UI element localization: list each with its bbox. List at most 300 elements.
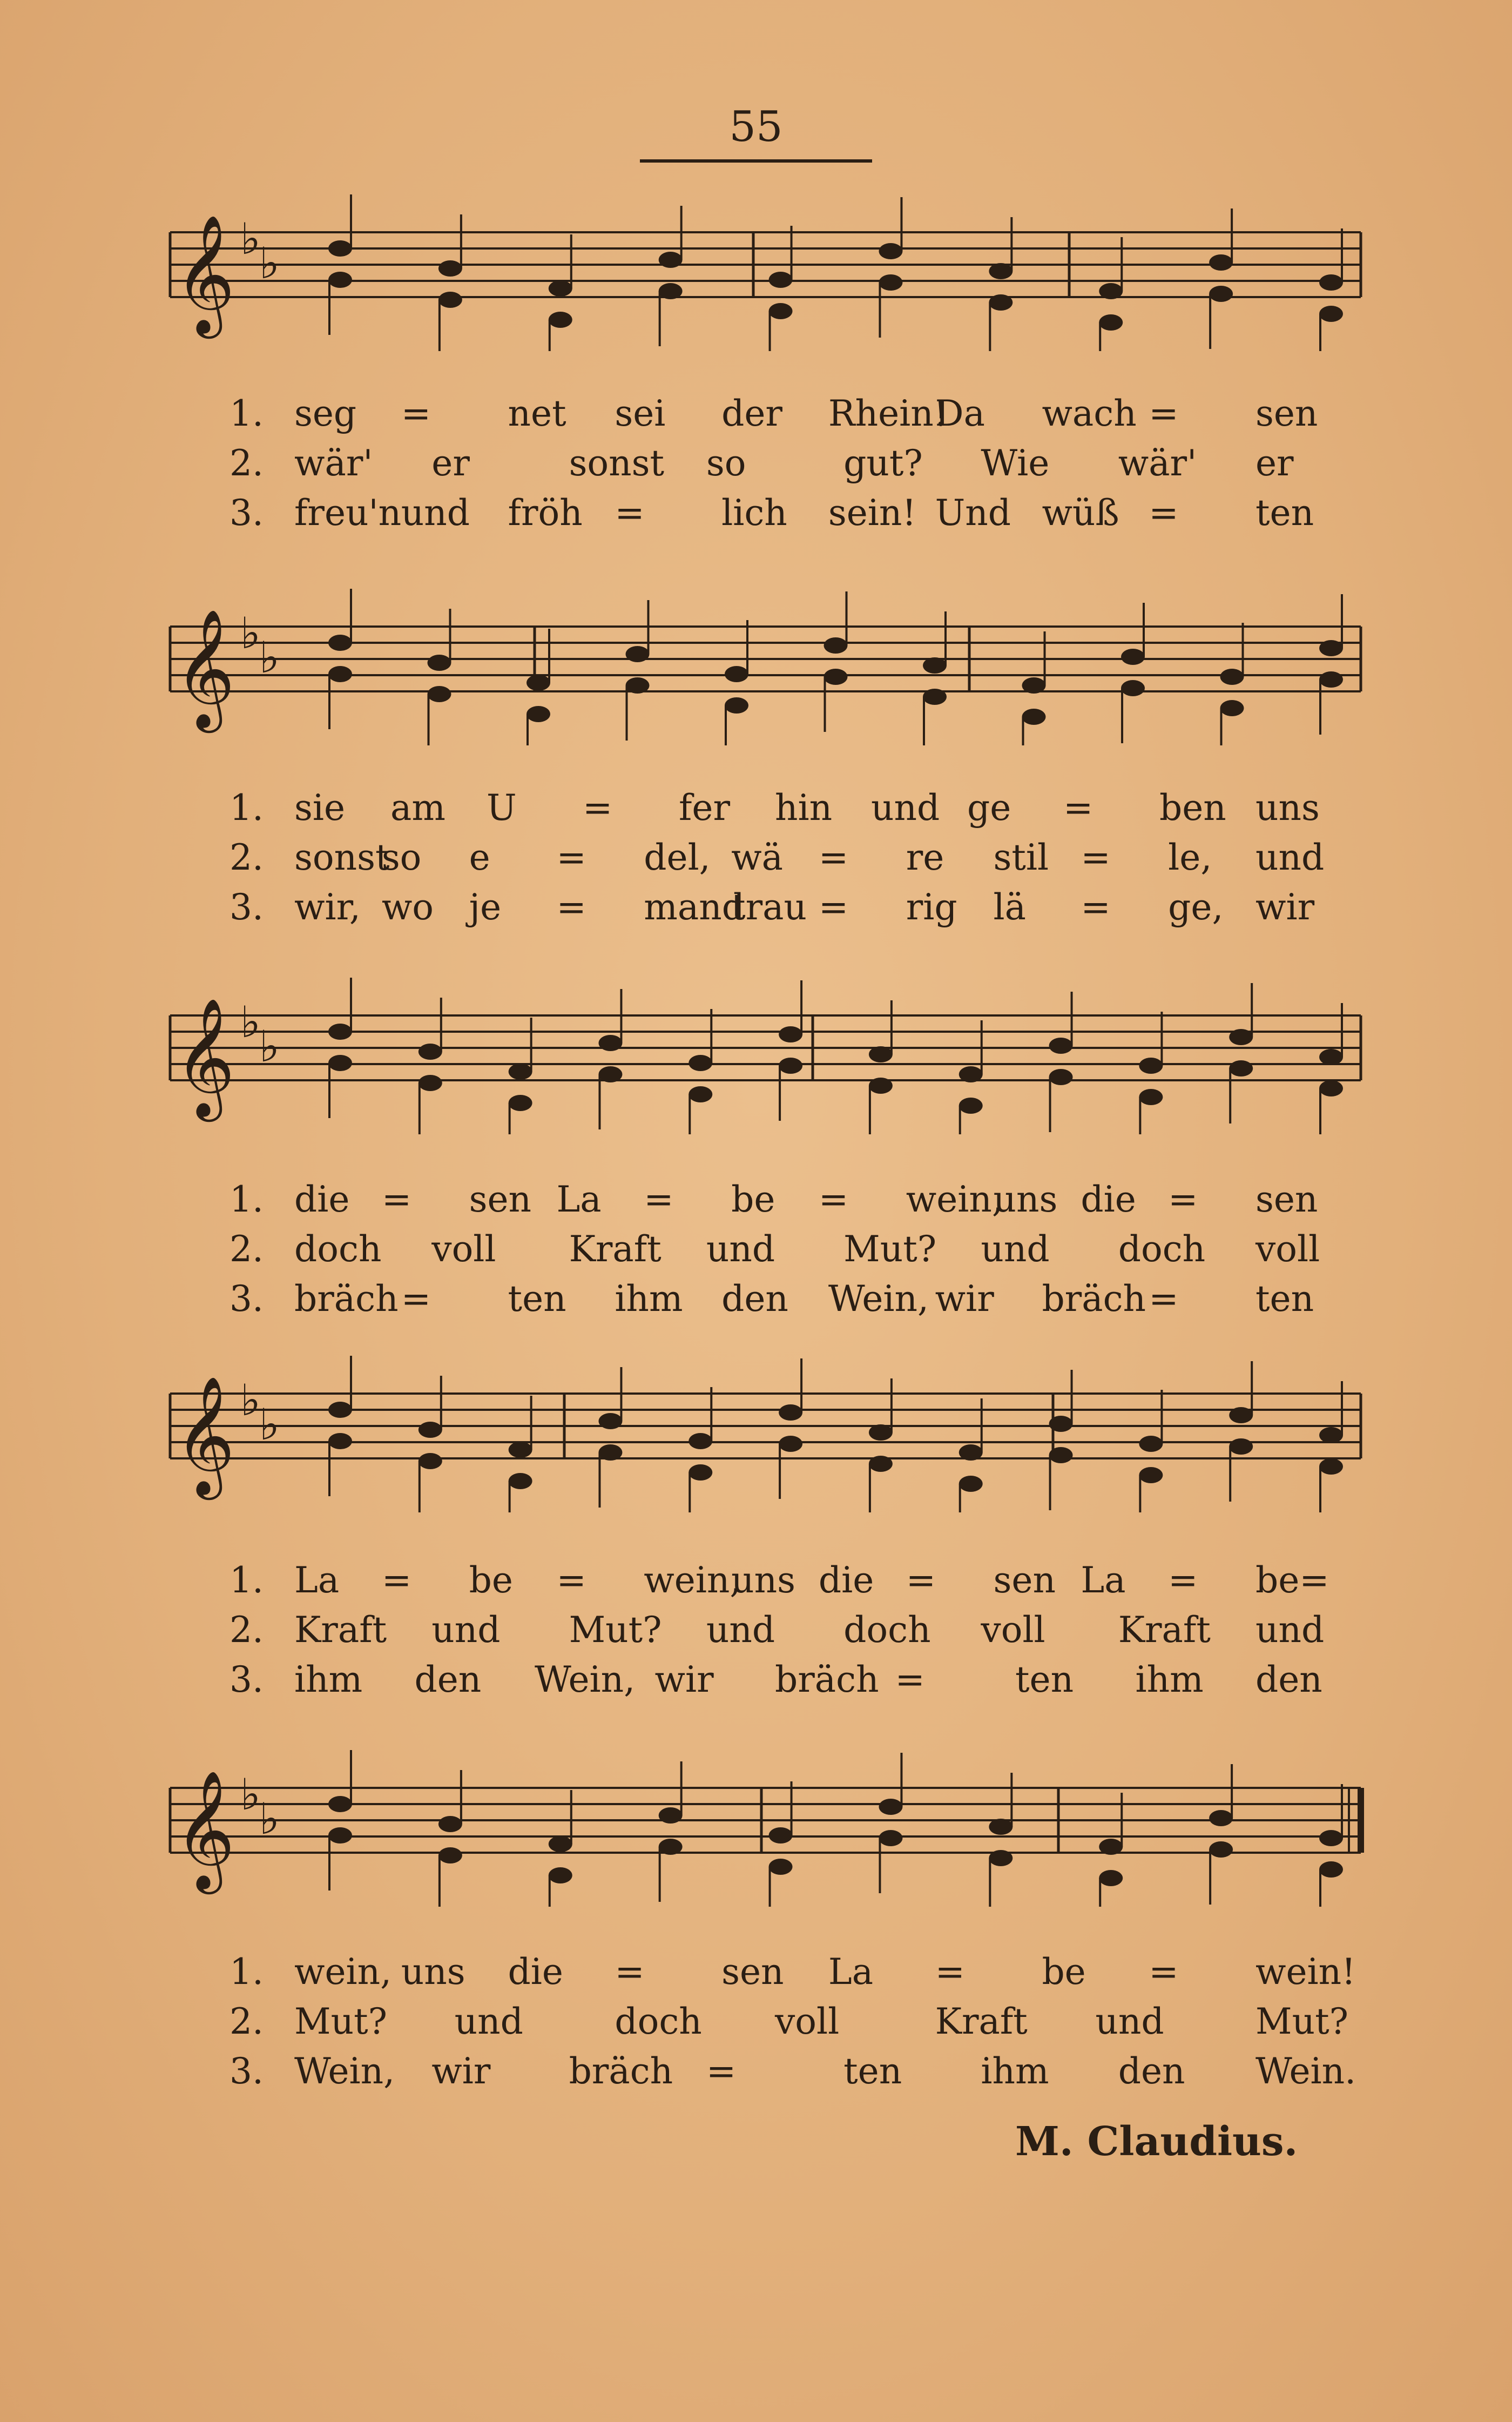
note-head (626, 646, 650, 662)
note-head (725, 666, 748, 682)
music-system (0, 972, 1512, 1320)
lyric-syllable: so (706, 442, 746, 484)
note-head (779, 1404, 802, 1421)
lyric-syllable: den (1256, 1659, 1322, 1700)
lyric-syllable: wein, (294, 1951, 392, 1993)
note-head (779, 1436, 802, 1452)
lyric-syllable: sonst (569, 442, 665, 484)
lyric-syllable: wein, (906, 1179, 1003, 1220)
verse-number: 1. (230, 1179, 264, 1220)
note-head (688, 1055, 712, 1071)
lyric-syllable: = (381, 1559, 412, 1601)
lyric-syllable: Mut? (294, 2001, 387, 2042)
verse-number: 1. (230, 1951, 264, 1993)
note-head (688, 1464, 712, 1481)
staff (0, 1350, 1512, 1512)
note-head (725, 697, 748, 714)
staff (0, 189, 1512, 351)
note-head (438, 292, 462, 308)
note-head (438, 1816, 462, 1832)
verse-number: 2. (230, 442, 264, 484)
lyric-syllable: den (1118, 2050, 1185, 2092)
verse-number: 2. (230, 1228, 264, 1270)
lyric-syllable: La (1081, 1559, 1126, 1601)
lyric-syllable: lä (993, 886, 1026, 928)
lyric-syllable: sein! (828, 492, 916, 534)
note-head (1319, 640, 1343, 656)
note-head (1229, 1060, 1253, 1077)
flat-icon: ♭ (240, 214, 261, 264)
note-head (328, 666, 352, 682)
lyric-syllable: den (414, 1659, 482, 1700)
note-head (1139, 1089, 1163, 1105)
lyric-syllable: sen (1256, 1179, 1318, 1220)
lyric-syllable: U (487, 787, 517, 829)
note-head (869, 1046, 893, 1062)
note-head (1319, 1427, 1343, 1443)
lyric-syllable: mand (644, 886, 745, 928)
lyric-syllable: = (1149, 1278, 1179, 1320)
lyric-syllable: sei (615, 393, 666, 434)
note-head (328, 1055, 352, 1071)
lyric-syllable: hin (775, 787, 833, 829)
lyric-syllable: und (431, 1609, 501, 1651)
lyric-syllable: sonst (294, 837, 390, 878)
note-head (438, 260, 462, 277)
lyric-row-verse-1 (0, 389, 1512, 439)
page-number: 55 (729, 103, 783, 151)
note-head (659, 283, 683, 299)
lyric-syllable: wär' (294, 442, 373, 484)
lyric-syllable: Wein, (294, 2050, 395, 2092)
page-number-rule (640, 159, 872, 163)
lyric-syllable: Wein, (535, 1659, 636, 1700)
note-head (989, 294, 1013, 311)
note-head (1319, 274, 1343, 291)
note-head (626, 677, 650, 694)
lyric-syllable: wir (935, 1278, 994, 1320)
flat-icon: ♭ (259, 633, 280, 683)
note-head (769, 303, 793, 319)
note-head (879, 274, 902, 291)
lyric-syllable: net (508, 393, 566, 434)
note-head (1209, 254, 1233, 271)
note-head (879, 243, 902, 259)
lyric-syllable: = (1168, 1179, 1198, 1220)
note-head (328, 1433, 352, 1449)
note-head (328, 635, 352, 651)
lyric-syllable: den (721, 1278, 788, 1320)
lyric-syllable: ihm (294, 1659, 363, 1700)
lyric-syllable: fröh (508, 492, 583, 534)
lyric-syllable: wach (1042, 393, 1137, 434)
note-head (328, 1402, 352, 1418)
note-head (688, 1086, 712, 1102)
treble-clef-icon: 𝄞 (174, 1770, 235, 1889)
lyric-syllable: und (1095, 2001, 1164, 2042)
lyric-syllable: doch (1118, 1228, 1206, 1270)
lyric-syllable: bräch (1042, 1278, 1146, 1320)
lyric-row-verse-1 (0, 1556, 1512, 1605)
lyric-syllable: lich (721, 492, 787, 534)
note-head (1319, 1080, 1343, 1096)
note-head (598, 1444, 622, 1461)
lyric-syllable: die (1081, 1179, 1136, 1220)
lyric-syllable: La (556, 1179, 602, 1220)
lyric-syllable: sen (993, 1559, 1056, 1601)
flat-icon: ♭ (240, 1375, 261, 1425)
lyric-syllable: be (469, 1559, 513, 1601)
lyric-syllable: = (644, 1179, 674, 1220)
note-head (1049, 1416, 1073, 1432)
note-head (549, 312, 572, 328)
lyric-row-verse-1 (0, 783, 1512, 833)
lyric-syllable: er (1256, 442, 1294, 484)
note-head (1220, 700, 1244, 716)
note-head (989, 1850, 1013, 1866)
verse-number: 2. (230, 837, 264, 878)
lyric-syllable: wä (731, 837, 783, 878)
lyric-syllable: ten (508, 1278, 566, 1320)
verse-number: 1. (230, 1559, 264, 1601)
note-head (959, 1098, 983, 1114)
note-head (879, 1799, 902, 1815)
note-head (1099, 1839, 1123, 1855)
lyric-syllable: voll (431, 1228, 496, 1270)
lyric-syllable: und (706, 1228, 775, 1270)
note-head (328, 272, 352, 288)
lyric-row-verse-1 (0, 1947, 1512, 1997)
lyric-syllable: Wein. (1256, 2050, 1356, 2092)
lyric-syllable: sen (721, 1951, 784, 1993)
lyric-syllable: und (1256, 837, 1325, 878)
note-head (989, 1819, 1013, 1835)
flat-icon: ♭ (240, 608, 261, 658)
lyric-syllable: bräch (775, 1659, 879, 1700)
lyric-syllable: seg (294, 393, 357, 434)
verse-number: 3. (230, 1278, 264, 1320)
lyric-syllable: doch (843, 1609, 931, 1651)
note-head (1319, 1049, 1343, 1065)
note-head (869, 1078, 893, 1094)
note-head (418, 1075, 442, 1091)
lyric-syllable: und (981, 1228, 1050, 1270)
lyric-syllable: = (818, 837, 849, 878)
lyric-syllable: = (818, 1179, 849, 1220)
note-head (1099, 1870, 1123, 1886)
lyric-syllable: der (721, 393, 782, 434)
note-head (509, 1095, 532, 1111)
lyric-syllable: und (454, 2001, 523, 2042)
note-head (328, 1827, 352, 1844)
note-head (779, 1026, 802, 1042)
lyric-syllable: = (1168, 1559, 1198, 1601)
lyric-syllable: und (706, 1609, 775, 1651)
note-head (1049, 1038, 1073, 1054)
lyric-syllable: er (431, 442, 470, 484)
note-head (598, 1413, 622, 1429)
lyric-syllable: ten (1256, 492, 1314, 534)
lyric-syllable: die (508, 1951, 563, 1993)
note-head (1209, 1810, 1233, 1826)
flat-icon: ♭ (259, 1021, 280, 1072)
lyric-syllable: ten (1256, 1278, 1314, 1320)
note-head (1121, 649, 1145, 665)
lyric-syllable: le, (1168, 837, 1212, 878)
note-head (1139, 1436, 1163, 1452)
treble-clef-icon: 𝄞 (174, 608, 235, 728)
lyric-syllable: rig (906, 886, 957, 928)
lyric-syllable: wüß (1042, 492, 1119, 534)
note-head (1319, 671, 1343, 688)
note-head (438, 1847, 462, 1863)
flat-icon: ♭ (259, 238, 280, 288)
lyric-syllable: Mut? (843, 1228, 937, 1270)
lyric-syllable: uns (731, 1559, 795, 1601)
lyric-syllable: ben (1159, 787, 1226, 829)
verse-number: 3. (230, 886, 264, 928)
lyric-syllable: = (1149, 393, 1179, 434)
note-head (923, 657, 947, 674)
lyric-syllable: voll (981, 1609, 1045, 1651)
lyric-syllable: Und (935, 492, 1011, 534)
lyric-syllable: = (556, 1559, 586, 1601)
treble-clef-icon: 𝄞 (174, 1375, 235, 1495)
lyric-syllable: = (615, 492, 645, 534)
lyric-syllable: La (828, 1951, 874, 1993)
note-head (509, 1442, 532, 1458)
music-system (0, 583, 1512, 928)
lyric-syllable: voll (775, 2001, 840, 2042)
lyric-syllable: Mut? (569, 1609, 662, 1651)
note-head (418, 1453, 442, 1469)
lyric-syllable: Rhein! (828, 393, 948, 434)
note-head (1319, 1861, 1343, 1878)
lyric-row-verse-3 (0, 1274, 1512, 1324)
verse-number: 1. (230, 393, 264, 434)
verse-number: 2. (230, 2001, 264, 2042)
lyric-syllable: freu'n (294, 492, 402, 534)
lyric-syllable: voll (1256, 1228, 1320, 1270)
lyric-syllable: = (583, 787, 613, 829)
note-head (1229, 1029, 1253, 1045)
note-head (1022, 677, 1046, 694)
lyric-row-verse-2 (0, 1605, 1512, 1655)
lyric-syllable: ten (1015, 1659, 1074, 1700)
lyric-syllable: wein! (1256, 1951, 1356, 1993)
lyric-syllable: = (1081, 886, 1111, 928)
note-head (779, 1058, 802, 1074)
note-head (509, 1473, 532, 1489)
lyric-syllable: re (906, 837, 944, 878)
lyric-syllable: wein, (644, 1559, 741, 1601)
note-head (959, 1476, 983, 1492)
lyric-syllable: ge (967, 787, 1011, 829)
note-head (769, 1859, 793, 1875)
lyric-row-verse-2 (0, 833, 1512, 883)
staff (0, 972, 1512, 1134)
lyric-syllable: = (556, 886, 586, 928)
lyric-syllable: wär' (1118, 442, 1197, 484)
lyric-row-verse-3 (0, 883, 1512, 932)
lyric-syllable: uns (1256, 787, 1320, 829)
note-head (824, 637, 848, 654)
lyric-syllable: am (390, 787, 446, 829)
lyric-syllable: gut? (843, 442, 923, 484)
note-head (1049, 1447, 1073, 1463)
note-head (959, 1066, 983, 1082)
music-system (0, 189, 1512, 534)
lyric-syllable: = (556, 837, 586, 878)
lyric-syllable: = (1149, 492, 1179, 534)
note-head (549, 1836, 572, 1852)
treble-clef-icon: 𝄞 (174, 214, 235, 333)
note-head (598, 1035, 622, 1051)
note-head (1099, 314, 1123, 331)
note-head (428, 655, 451, 671)
lyric-syllable: Kraft (935, 2001, 1028, 2042)
lyric-row-verse-3 (0, 488, 1512, 538)
lyric-syllable: ihm (615, 1278, 683, 1320)
note-head (989, 263, 1013, 279)
note-head (869, 1424, 893, 1441)
lyric-syllable: = (381, 1179, 412, 1220)
lyric-syllable: = (706, 2050, 737, 2092)
lyric-syllable: = (818, 886, 849, 928)
note-head (659, 1839, 683, 1855)
lyric-syllable: je (469, 886, 502, 928)
lyric-syllable: ge, (1168, 886, 1224, 928)
lyric-syllable: uns (993, 1179, 1058, 1220)
lyric-syllable: del, (644, 837, 711, 878)
lyric-row-verse-2 (0, 1997, 1512, 2047)
note-head (1099, 283, 1123, 299)
lyric-syllable: be (731, 1179, 775, 1220)
lyric-syllable: wir, (294, 886, 361, 928)
verse-number: 3. (230, 2050, 264, 2092)
lyric-syllable: uns (401, 1951, 465, 1993)
lyric-syllable: fer (679, 787, 731, 829)
verse-number: 1. (230, 787, 264, 829)
note-head (428, 686, 451, 702)
note-head (1319, 1830, 1343, 1846)
note-head (959, 1444, 983, 1461)
note-head (526, 706, 550, 722)
lyric-syllable: bräch (294, 1278, 399, 1320)
note-head (1139, 1058, 1163, 1074)
note-head (1220, 669, 1244, 685)
staff (0, 1745, 1512, 1907)
lyric-syllable: bräch (569, 2050, 673, 2092)
lyric-syllable: = (401, 393, 431, 434)
lyric-syllable: ihm (1135, 1659, 1204, 1700)
flat-icon: ♭ (240, 997, 261, 1047)
music-system (0, 1350, 1512, 1700)
lyric-syllable: be= (1256, 1559, 1329, 1601)
note-head (328, 1796, 352, 1812)
note-head (824, 669, 848, 685)
note-head (418, 1422, 442, 1438)
flat-icon: ♭ (259, 1794, 280, 1844)
lyric-syllable: die (818, 1559, 874, 1601)
note-head (1229, 1407, 1253, 1423)
note-head (598, 1066, 622, 1082)
note-head (1121, 680, 1145, 696)
lyric-syllable: wo (381, 886, 434, 928)
lyric-syllable: = (1149, 1951, 1179, 1993)
note-head (328, 1024, 352, 1040)
lyric-syllable: Wein, (828, 1278, 929, 1320)
note-head (549, 280, 572, 297)
lyric-syllable: und (401, 492, 470, 534)
note-head (923, 689, 947, 705)
lyric-row-verse-2 (0, 1225, 1512, 1274)
flat-icon: ♭ (259, 1400, 280, 1450)
lyric-syllable: = (1081, 837, 1111, 878)
lyric-syllable: doch (294, 1228, 382, 1270)
lyric-row-verse-3 (0, 1655, 1512, 1705)
staff (0, 583, 1512, 745)
lyric-syllable: = (615, 1951, 645, 1993)
lyric-syllable: wir (1256, 886, 1315, 928)
note-head (328, 240, 352, 257)
note-head (1319, 1458, 1343, 1475)
note-head (1229, 1438, 1253, 1455)
flat-icon: ♭ (240, 1770, 261, 1820)
lyric-syllable: und (1256, 1609, 1325, 1651)
lyric-syllable: stil (993, 837, 1049, 878)
lyric-syllable: ihm (981, 2050, 1049, 2092)
treble-clef-icon: 𝄞 (174, 997, 235, 1116)
lyric-syllable: sen (1256, 393, 1318, 434)
author-credit: M. Claudius. (1015, 2118, 1298, 2165)
lyric-syllable: und (871, 787, 940, 829)
lyric-row-verse-3 (0, 2047, 1512, 2096)
note-head (659, 1807, 683, 1824)
lyric-syllable: e (469, 837, 490, 878)
lyric-syllable: Kraft (569, 1228, 662, 1270)
note-head (769, 1827, 793, 1844)
music-system (0, 1745, 1512, 2092)
verse-number: 3. (230, 1659, 264, 1700)
lyric-syllable: La (294, 1559, 340, 1601)
lyric-syllable: wir (431, 2050, 491, 2092)
lyric-syllable: = (906, 1559, 936, 1601)
note-head (526, 675, 550, 691)
lyric-syllable: be (1042, 1951, 1086, 1993)
lyric-syllable: = (935, 1951, 965, 1993)
note-head (879, 1830, 902, 1846)
note-head (418, 1044, 442, 1060)
lyric-syllable: sen (469, 1179, 532, 1220)
lyric-syllable: so (381, 837, 422, 878)
note-head (1049, 1069, 1073, 1085)
lyric-syllable: Da (935, 393, 985, 434)
note-head (1209, 1841, 1233, 1858)
lyric-syllable: Kraft (1118, 1609, 1211, 1651)
lyric-syllable: trau (731, 886, 807, 928)
verse-number: 2. (230, 1609, 264, 1651)
note-head (549, 1867, 572, 1883)
lyric-syllable: Wie (981, 442, 1050, 484)
lyric-syllable: doch (615, 2001, 702, 2042)
lyric-syllable: Kraft (294, 1609, 387, 1651)
note-head (869, 1456, 893, 1472)
lyric-syllable: wir (654, 1659, 714, 1700)
lyric-syllable: = (1063, 787, 1094, 829)
lyric-syllable: sie (294, 787, 346, 829)
lyric-syllable: = (401, 1278, 431, 1320)
